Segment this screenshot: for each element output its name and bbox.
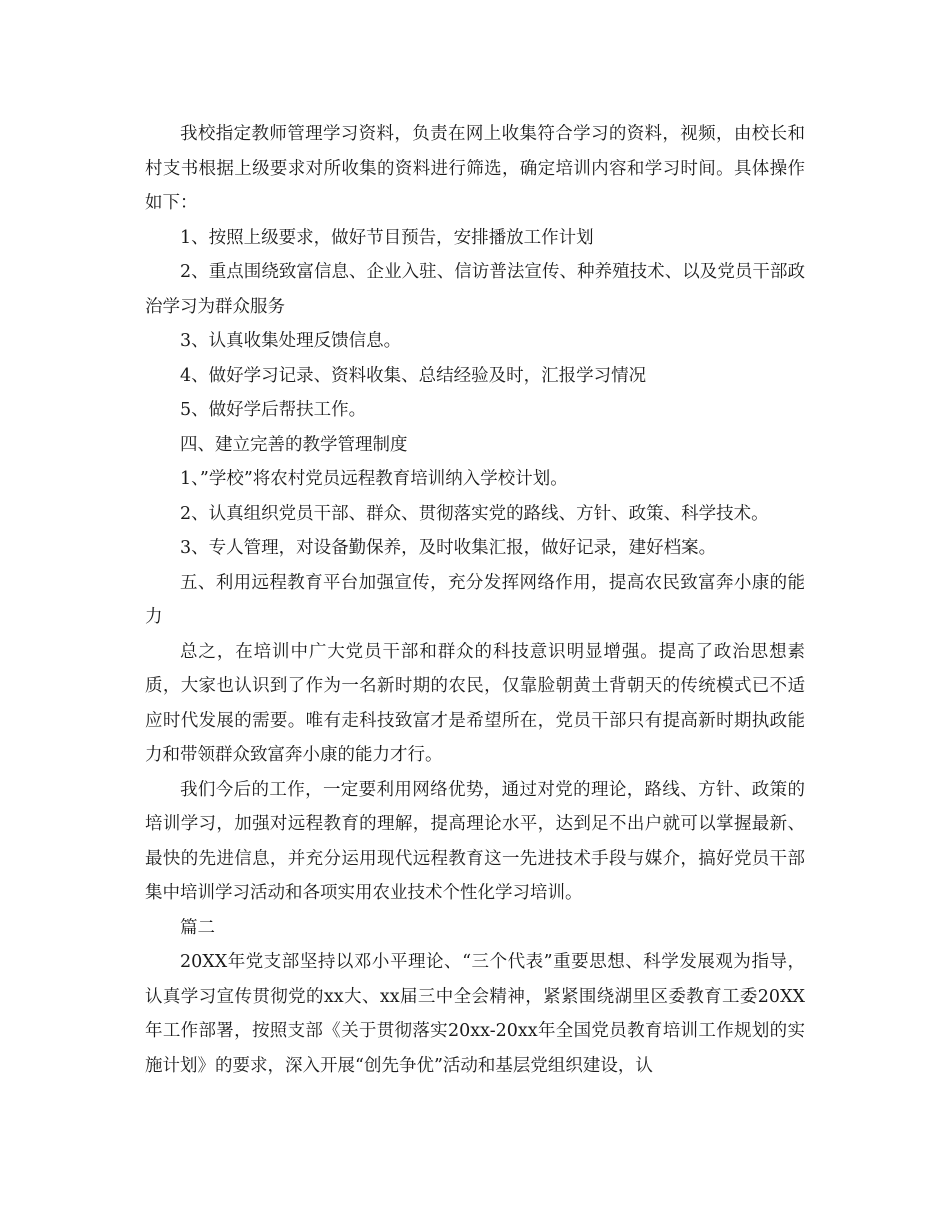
paragraph-summary: 总之，在培训中广大党员干部和群众的科技意识明显增强。提高了政治思想素质，大家也认识到了作为一名新时期的农民，仅靠脸朝黄土背朝天的传统模式已不适应时代发展的需要。唯有走科技致富才是希望所在，党员干部只有提高新时期执政能力和带领群众致富奔小康的能力才行。 (145, 641, 805, 765)
rule-item-2: 2、认真组织党员干部、群众、贯彻落实党的路线、方针、政策、科学技术。 (180, 503, 769, 524)
paragraph-part-two: 20XX年党支部坚持以邓小平理论、“三个代表”重要思想、科学发展观为指导，认真学习宣传贯彻党的xx大、xx届三中全会精神，紧紧围绕湖里区委教育工委20XX年工作部署，按照支部《关于贯彻落实20xx-20xx年全国党员教育培训工作规划的实施计划》的要求，深入开展“创先争优”活动和基层党组织建设，认 (145, 952, 805, 1076)
paragraph-future-work: 我们今后的工作，一定要利用网络优势，通过对党的理论，路线、方针、政策的培训学习，加强对远程教育的理解，提高理论水平，达到足不出户就可以掌握最新、最快的先进信息，并充分运用现代远程教育这一先进技术手段与媒介，搞好党员干部集中培训学习活动和各项实用农业技术个性化学习培训。 (145, 779, 805, 903)
section-heading-5: 五、利用远程教育平台加强宣传，充分发挥网络作用，提高农民致富奔小康的能力 (145, 572, 805, 627)
section-heading-4: 四、建立完善的教学管理制度 (180, 434, 408, 455)
list-item-5: 5、做好学后帮扶工作。 (180, 400, 367, 420)
part-heading: 篇二 (180, 917, 215, 938)
list-item-3: 3、认真收集处理反馈信息。 (180, 331, 402, 351)
rule-item-1: 1、”学校”将农村党员远程教育培训纳入学校计划。 (180, 469, 568, 489)
paragraph-intro: 我校指定教师管理学习资料，负责在网上收集符合学习的资料，视频，由校长和村支书根据上级要求对所收集的资料进行筛选，确定培训内容和学习时间。具体操作如下： (145, 124, 805, 213)
rule-item-3: 3、专人管理，对设备勤保养，及时收集汇报，做好记录，建好档案。 (180, 538, 717, 558)
list-item-1: 1、按照上级要求，做好节目预告，安排播放工作计划 (180, 227, 594, 248)
document-body (145, 117, 805, 1083)
list-item-4: 4、做好学习记录、资料收集、总结经验及时，汇报学习情况 (180, 365, 647, 386)
list-item-2: 2、重点围绕致富信息、企业入驻、信访普法宣传、种养殖技术、以及党员干部政治学习为群众服务 (145, 262, 805, 317)
